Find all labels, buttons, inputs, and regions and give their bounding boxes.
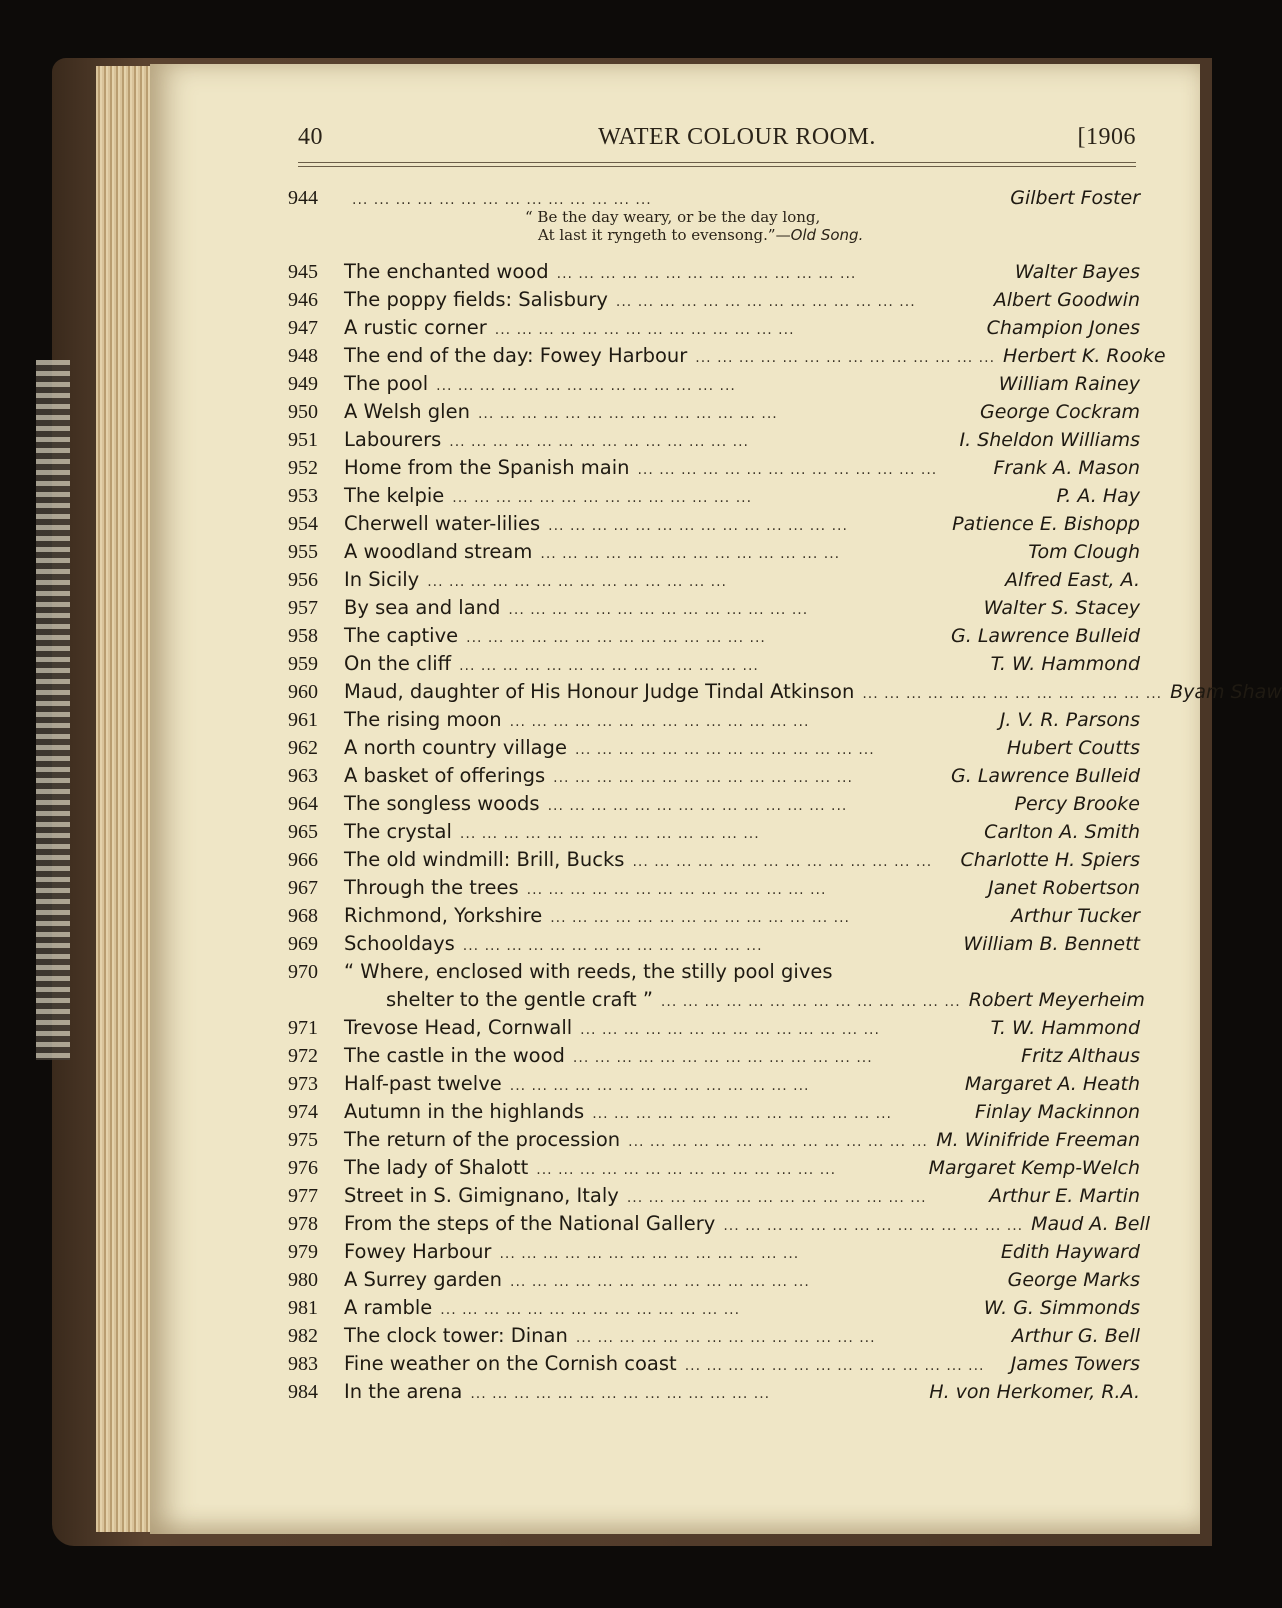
entry-artist: Arthur G. Bell bbox=[1011, 1325, 1140, 1347]
entry-title: A woodland stream bbox=[344, 540, 533, 563]
entry-number: 984 bbox=[288, 1381, 318, 1403]
catalogue-entry bbox=[288, 1210, 1151, 1238]
leader-dots: ... ... ... ... ... ... ... ... ... ... ... ... ... ... bbox=[459, 826, 760, 842]
catalogue-entry bbox=[288, 1378, 1140, 1406]
catalogue-entry bbox=[288, 510, 1140, 538]
entry-artist: H. von Herkomer, R.A. bbox=[929, 1381, 1140, 1403]
entry-artist: James Towers bbox=[1010, 1353, 1140, 1375]
leader-dots: ... ... ... ... ... ... ... ... ... ... ... ... ... ... bbox=[684, 1358, 985, 1374]
leader-dots: ... ... ... ... ... ... ... ... ... ... ... ... ... ... bbox=[466, 630, 766, 646]
entry-title: A ramble bbox=[344, 1296, 433, 1319]
entry-number: 983 bbox=[288, 1353, 318, 1375]
leader-dots: ... ... ... ... ... ... ... ... ... ... ... ... ... ... bbox=[626, 1190, 927, 1206]
entry-title: Through the trees bbox=[344, 876, 519, 899]
leader-dots: ... ... ... ... ... ... ... ... ... ... ... ... ... ... bbox=[449, 434, 750, 450]
entry-number: 968 bbox=[288, 905, 318, 927]
header-rule bbox=[298, 166, 1136, 167]
catalogue-entry bbox=[288, 1266, 1140, 1294]
entry-artist: P. A. Hay bbox=[1056, 485, 1140, 507]
catalogue-entry bbox=[288, 678, 1282, 706]
entry-number: 972 bbox=[288, 1045, 318, 1067]
catalogue-entry bbox=[288, 706, 1140, 734]
entry-title: The lady of Shalott bbox=[344, 1156, 529, 1179]
catalogue-entry bbox=[288, 1070, 1140, 1098]
entry-artist: Percy Brooke bbox=[1014, 793, 1140, 815]
entry-artist: George Cockram bbox=[980, 401, 1140, 423]
entry-title: The crystal bbox=[344, 820, 452, 843]
entry-title: The clock tower: Dinan bbox=[344, 1324, 568, 1347]
leader-dots: ... ... ... ... ... ... ... ... ... ... ... ... ... ... bbox=[536, 1162, 837, 1178]
catalogue-entry bbox=[288, 930, 1140, 958]
entry-number: 973 bbox=[288, 1073, 318, 1095]
entry-title: Cherwell water-lilies bbox=[344, 512, 541, 535]
entry-title: By sea and land bbox=[344, 596, 501, 619]
entry-artist: Charlotte H. Spiers bbox=[960, 849, 1140, 871]
entry-number: 944 bbox=[288, 187, 318, 209]
entry-number: 954 bbox=[288, 513, 318, 535]
leader-dots: ... ... ... ... ... ... ... ... ... ... ... ... ... ... bbox=[553, 770, 853, 786]
entry-number: 948 bbox=[288, 345, 318, 367]
entry-artist: Robert Meyerheim bbox=[968, 989, 1145, 1011]
leader-dots: ... ... ... ... ... ... ... ... ... ... ... ... ... ... bbox=[862, 686, 1163, 702]
leader-dots: ... ... ... ... ... ... ... ... ... ... ... ... ... ... bbox=[540, 546, 841, 562]
entry-title: A north country village bbox=[344, 736, 567, 759]
leader-dots: ... ... ... ... ... ... ... ... ... ... ... ... ... ... bbox=[628, 1134, 928, 1150]
entry-title: On the cliff bbox=[344, 652, 452, 675]
quote-line bbox=[538, 226, 863, 245]
entry-artist: M. Winifride Freeman bbox=[936, 1129, 1140, 1151]
entry-title: A Surrey garden bbox=[344, 1268, 503, 1291]
catalogue-entry bbox=[288, 622, 1140, 650]
page-title: WATER COLOUR ROOM. bbox=[598, 124, 876, 150]
leader-dots: ... ... ... ... ... ... ... ... ... ... ... ... ... ... bbox=[548, 518, 848, 534]
catalogue-entry bbox=[288, 734, 1140, 762]
entry-title: In Sicily bbox=[344, 568, 420, 591]
catalogue-entry bbox=[288, 594, 1140, 622]
entry-title: In the arena bbox=[344, 1380, 463, 1403]
leader-dots: ... ... ... ... ... ... ... ... ... ... ... ... ... ... bbox=[632, 854, 933, 870]
catalogue-entry bbox=[288, 1014, 1140, 1042]
leader-dots: ... ... ... ... ... ... ... ... ... ... ... ... ... ... bbox=[526, 882, 827, 898]
entry-artist: Hubert Coutts bbox=[1006, 737, 1140, 759]
leader-dots: ... ... ... ... ... ... ... ... ... ... ... ... ... ... bbox=[615, 294, 916, 310]
entry-artist: T. W. Hammond bbox=[990, 653, 1140, 675]
catalogue-entry bbox=[288, 1126, 1140, 1154]
catalogue-entry bbox=[288, 874, 1140, 902]
entry-artist: Carlton A. Smith bbox=[984, 821, 1140, 843]
leader-dots: ... ... ... ... ... ... ... ... ... ... ... ... ... ... bbox=[509, 1078, 810, 1094]
entry-title: Street in S. Gimignano, Italy bbox=[344, 1184, 619, 1207]
entry-title: A basket of offerings bbox=[344, 764, 546, 787]
quote-text: At last it ryngeth to evensong.”— bbox=[538, 226, 791, 244]
entry-number: 950 bbox=[288, 401, 318, 423]
catalogue-entry bbox=[288, 370, 1140, 398]
entry-artist: Arthur E. Martin bbox=[989, 1185, 1140, 1207]
entry-artist: Albert Goodwin bbox=[993, 289, 1140, 311]
entry-title: The return of the procession bbox=[344, 1128, 621, 1151]
entry-title: Schooldays bbox=[344, 932, 455, 955]
leader-dots: ... ... ... ... ... ... ... ... ... ... ... ... ... ... bbox=[695, 350, 996, 366]
entry-number: 961 bbox=[288, 709, 318, 731]
leader-dots: ... ... ... ... ... ... ... ... ... ... ... ... ... ... bbox=[459, 658, 759, 674]
entry-title: Labourers bbox=[344, 428, 442, 451]
catalogue-entry bbox=[288, 1350, 1140, 1378]
entry-number: 957 bbox=[288, 597, 318, 619]
entry-title-continued: shelter to the gentle craft ” bbox=[386, 988, 653, 1011]
running-header bbox=[298, 124, 1136, 164]
catalogue-entry bbox=[288, 426, 1140, 454]
catalogue-entry bbox=[288, 790, 1140, 818]
entry-artist: J. V. R. Parsons bbox=[999, 709, 1140, 731]
entry-title: The end of the day: Fowey Harbour bbox=[344, 344, 688, 367]
leader-dots: ... ... ... ... ... ... ... ... ... ... ... ... ... ... bbox=[575, 1330, 876, 1346]
catalogue-entry bbox=[288, 762, 1140, 790]
catalogue-entry bbox=[288, 286, 1140, 314]
catalogue-entry bbox=[288, 902, 1140, 930]
entry-number: 963 bbox=[288, 765, 318, 787]
entry-number: 959 bbox=[288, 653, 318, 675]
leader-dots: ... ... ... ... ... ... ... ... ... ... ... ... ... ... bbox=[494, 322, 795, 338]
leader-dots: ... ... ... ... ... ... ... ... ... ... ... ... ... ... bbox=[452, 490, 753, 506]
entry-number: 982 bbox=[288, 1325, 318, 1347]
catalogue-entry bbox=[288, 1182, 1140, 1210]
leader-dots: ... ... ... ... ... ... ... ... ... ... ... ... ... ... bbox=[637, 462, 938, 478]
leader-dots: ... ... ... ... ... ... ... ... ... ... ... ... ... ... bbox=[723, 1218, 1024, 1234]
catalogue-entry bbox=[288, 258, 1140, 286]
entry-artist: Gilbert Foster bbox=[1010, 187, 1140, 209]
entry-number: 964 bbox=[288, 793, 318, 815]
entry-number: 974 bbox=[288, 1101, 318, 1123]
catalogue-entry bbox=[288, 846, 1140, 874]
entry-title: The castle in the wood bbox=[344, 1044, 565, 1067]
entry-number: 976 bbox=[288, 1157, 318, 1179]
entry-number: 970 bbox=[288, 961, 318, 983]
leader-dots: ... ... ... ... ... ... ... ... ... ... ... ... ... ... bbox=[509, 714, 810, 730]
entry-title: Autumn in the highlands bbox=[344, 1100, 585, 1123]
catalogue-entry bbox=[288, 538, 1140, 566]
entry-number: 960 bbox=[288, 681, 318, 703]
entry-number: 958 bbox=[288, 625, 318, 647]
catalogue-entry bbox=[288, 314, 1140, 342]
catalogue-entry bbox=[288, 650, 1140, 678]
entry-artist: Alfred East, A. bbox=[1004, 569, 1140, 591]
entry-title: The enchanted wood bbox=[344, 260, 549, 283]
catalogue-entry bbox=[288, 454, 1140, 482]
entry-artist: Margaret Kemp-Welch bbox=[928, 1157, 1140, 1179]
leader-dots: ... ... ... ... ... ... ... ... ... ... ... ... ... ... bbox=[477, 406, 778, 422]
entry-number: 965 bbox=[288, 821, 318, 843]
catalogue-entry bbox=[288, 1042, 1140, 1070]
leader-dots: ... ... ... ... ... ... ... ... ... ... ... ... ... ... bbox=[547, 798, 848, 814]
entry-artist: Arthur Tucker bbox=[1011, 905, 1140, 927]
entry-number: 978 bbox=[288, 1213, 318, 1235]
entry-title: A rustic corner bbox=[344, 316, 487, 339]
entry-title: A Welsh glen bbox=[344, 400, 470, 423]
leader-dots: ... ... ... ... ... ... ... ... ... ... ... ... ... ... bbox=[499, 1246, 800, 1262]
catalogue-entry bbox=[288, 482, 1140, 510]
entry-artist: William B. Bennett bbox=[963, 933, 1140, 955]
entry-artist: W. G. Simmonds bbox=[983, 1297, 1140, 1319]
book-spine bbox=[36, 360, 70, 1060]
entry-number: 969 bbox=[288, 933, 318, 955]
entry-title: Home from the Spanish main bbox=[344, 456, 630, 479]
entry-title: The pool bbox=[344, 372, 429, 395]
page-edges bbox=[96, 66, 156, 1532]
entry-artist: G. Lawrence Bulleid bbox=[951, 765, 1140, 787]
entry-number: 971 bbox=[288, 1017, 318, 1039]
entry-number: 947 bbox=[288, 317, 318, 339]
entry-title: The kelpie bbox=[344, 484, 445, 507]
entry-number: 977 bbox=[288, 1185, 318, 1207]
entry-title: The poppy fields: Salisbury bbox=[344, 288, 608, 311]
leader-dots: ... ... ... ... ... ... ... ... ... ... ... ... ... ... bbox=[352, 192, 652, 208]
entry-title: Fowey Harbour bbox=[344, 1240, 492, 1263]
entry-title: The captive bbox=[344, 624, 459, 647]
leader-dots: ... ... ... ... ... ... ... ... ... ... ... ... ... ... bbox=[660, 994, 961, 1010]
entry-number: 955 bbox=[288, 541, 318, 563]
entry-artist: Byam Shaw bbox=[1170, 681, 1282, 703]
leader-dots: ... ... ... ... ... ... ... ... ... ... ... ... ... ... bbox=[574, 742, 875, 758]
catalogue-entry bbox=[288, 342, 1166, 370]
entry-artist: G. Lawrence Bulleid bbox=[951, 625, 1140, 647]
entry-artist: Herbert K. Rooke bbox=[1003, 345, 1166, 367]
catalogue-entry bbox=[288, 566, 1140, 594]
entry-number: 962 bbox=[288, 737, 318, 759]
entry-artist: Edith Hayward bbox=[1000, 1241, 1140, 1263]
entry-title: The rising moon bbox=[344, 708, 502, 731]
entry-number: 952 bbox=[288, 457, 318, 479]
entry-artist: Frank A. Mason bbox=[993, 457, 1140, 479]
entry-artist: George Marks bbox=[1007, 1269, 1140, 1291]
entry-artist: Maud A. Bell bbox=[1031, 1213, 1151, 1235]
entry-title: Fine weather on the Cornish coast bbox=[344, 1352, 677, 1375]
leader-dots: ... ... ... ... ... ... ... ... ... ... ... ... ... ... bbox=[572, 1050, 873, 1066]
leader-dots: ... ... ... ... ... ... ... ... ... ... ... ... ... ... bbox=[556, 266, 857, 282]
entry-number: 966 bbox=[288, 849, 318, 871]
leader-dots: ... ... ... ... ... ... ... ... ... ... ... ... ... ... bbox=[440, 1302, 741, 1318]
entry-artist: Champion Jones bbox=[986, 317, 1140, 339]
entry-number: 953 bbox=[288, 485, 318, 507]
leader-dots: ... ... ... ... ... ... ... ... ... ... ... ... ... ... bbox=[510, 1274, 810, 1290]
entry-number: 967 bbox=[288, 877, 318, 899]
entry-number: 980 bbox=[288, 1269, 318, 1291]
entry-artist: Margaret A. Heath bbox=[964, 1073, 1140, 1095]
leader-dots: ... ... ... ... ... ... ... ... ... ... ... ... ... ... bbox=[508, 602, 809, 618]
leader-dots: ... ... ... ... ... ... ... ... ... ... ... ... ... ... bbox=[580, 1022, 880, 1038]
entry-artist: I. Sheldon Williams bbox=[959, 429, 1140, 451]
catalogue-entry bbox=[288, 1238, 1140, 1266]
entry-title: Trevose Head, Cornwall bbox=[344, 1016, 573, 1039]
entry-number: 945 bbox=[288, 261, 318, 283]
entry-title: “ Where, enclosed with reeds, the stilly pool gives bbox=[344, 960, 833, 983]
catalogue-entry bbox=[288, 1098, 1140, 1126]
entry-number: 981 bbox=[288, 1297, 318, 1319]
entry-artist: Tom Clough bbox=[1028, 541, 1140, 563]
entry-artist: T. W. Hammond bbox=[990, 1017, 1140, 1039]
entry-number: 975 bbox=[288, 1129, 318, 1151]
catalogue-entry bbox=[288, 818, 1140, 846]
entry-title: Half-past twelve bbox=[344, 1072, 502, 1095]
quote-source: Old Song. bbox=[790, 226, 864, 244]
leader-dots: ... ... ... ... ... ... ... ... ... ... ... ... ... ... bbox=[592, 1106, 892, 1122]
entry-artist: Walter S. Stacey bbox=[983, 597, 1140, 619]
entry-artist: Walter Bayes bbox=[1014, 261, 1140, 283]
entry-artist: William Rainey bbox=[998, 373, 1140, 395]
entry-title: Richmond, Yorkshire bbox=[344, 904, 543, 927]
entry-artist: Janet Robertson bbox=[988, 877, 1140, 899]
page-number: 40 bbox=[298, 124, 323, 150]
entry-number: 946 bbox=[288, 289, 318, 311]
catalogue-entry bbox=[288, 1154, 1140, 1182]
catalogue-entry bbox=[288, 1322, 1140, 1350]
catalogue-entry bbox=[288, 398, 1140, 426]
entry-title: The old windmill: Brill, Bucks bbox=[344, 848, 625, 871]
entry-title: From the steps of the National Gallery bbox=[344, 1212, 716, 1235]
catalogue-list bbox=[288, 184, 1282, 1406]
entry-title: The songless woods bbox=[344, 792, 540, 815]
catalogue-entry bbox=[288, 1294, 1140, 1322]
leader-dots: ... ... ... ... ... ... ... ... ... ... ... ... ... ... bbox=[427, 574, 727, 590]
header-rule bbox=[298, 162, 1136, 163]
entry-title: Maud, daughter of His Honour Judge Tindal Atkinson bbox=[344, 680, 855, 703]
entry-number: 956 bbox=[288, 569, 318, 591]
leader-dots: ... ... ... ... ... ... ... ... ... ... ... ... ... ... bbox=[470, 1386, 771, 1402]
year-label: [1906 bbox=[1077, 124, 1136, 150]
leader-dots: ... ... ... ... ... ... ... ... ... ... ... ... ... ... bbox=[462, 938, 763, 954]
entry-artist: Finlay Mackinnon bbox=[975, 1101, 1140, 1123]
entry-artist: Fritz Althaus bbox=[1021, 1045, 1140, 1067]
quote-line: “ Be the day weary, or be the day long, bbox=[525, 208, 821, 226]
catalogue-entry bbox=[288, 958, 1145, 1014]
entry-number: 951 bbox=[288, 429, 318, 451]
leader-dots: ... ... ... ... ... ... ... ... ... ... ... ... ... ... bbox=[550, 910, 850, 926]
entry-number: 979 bbox=[288, 1241, 318, 1263]
epigraph-quote bbox=[288, 208, 1140, 258]
leader-dots: ... ... ... ... ... ... ... ... ... ... ... ... ... ... bbox=[436, 378, 736, 394]
entry-artist: Patience E. Bishopp bbox=[952, 513, 1140, 535]
entry-number: 949 bbox=[288, 373, 318, 395]
